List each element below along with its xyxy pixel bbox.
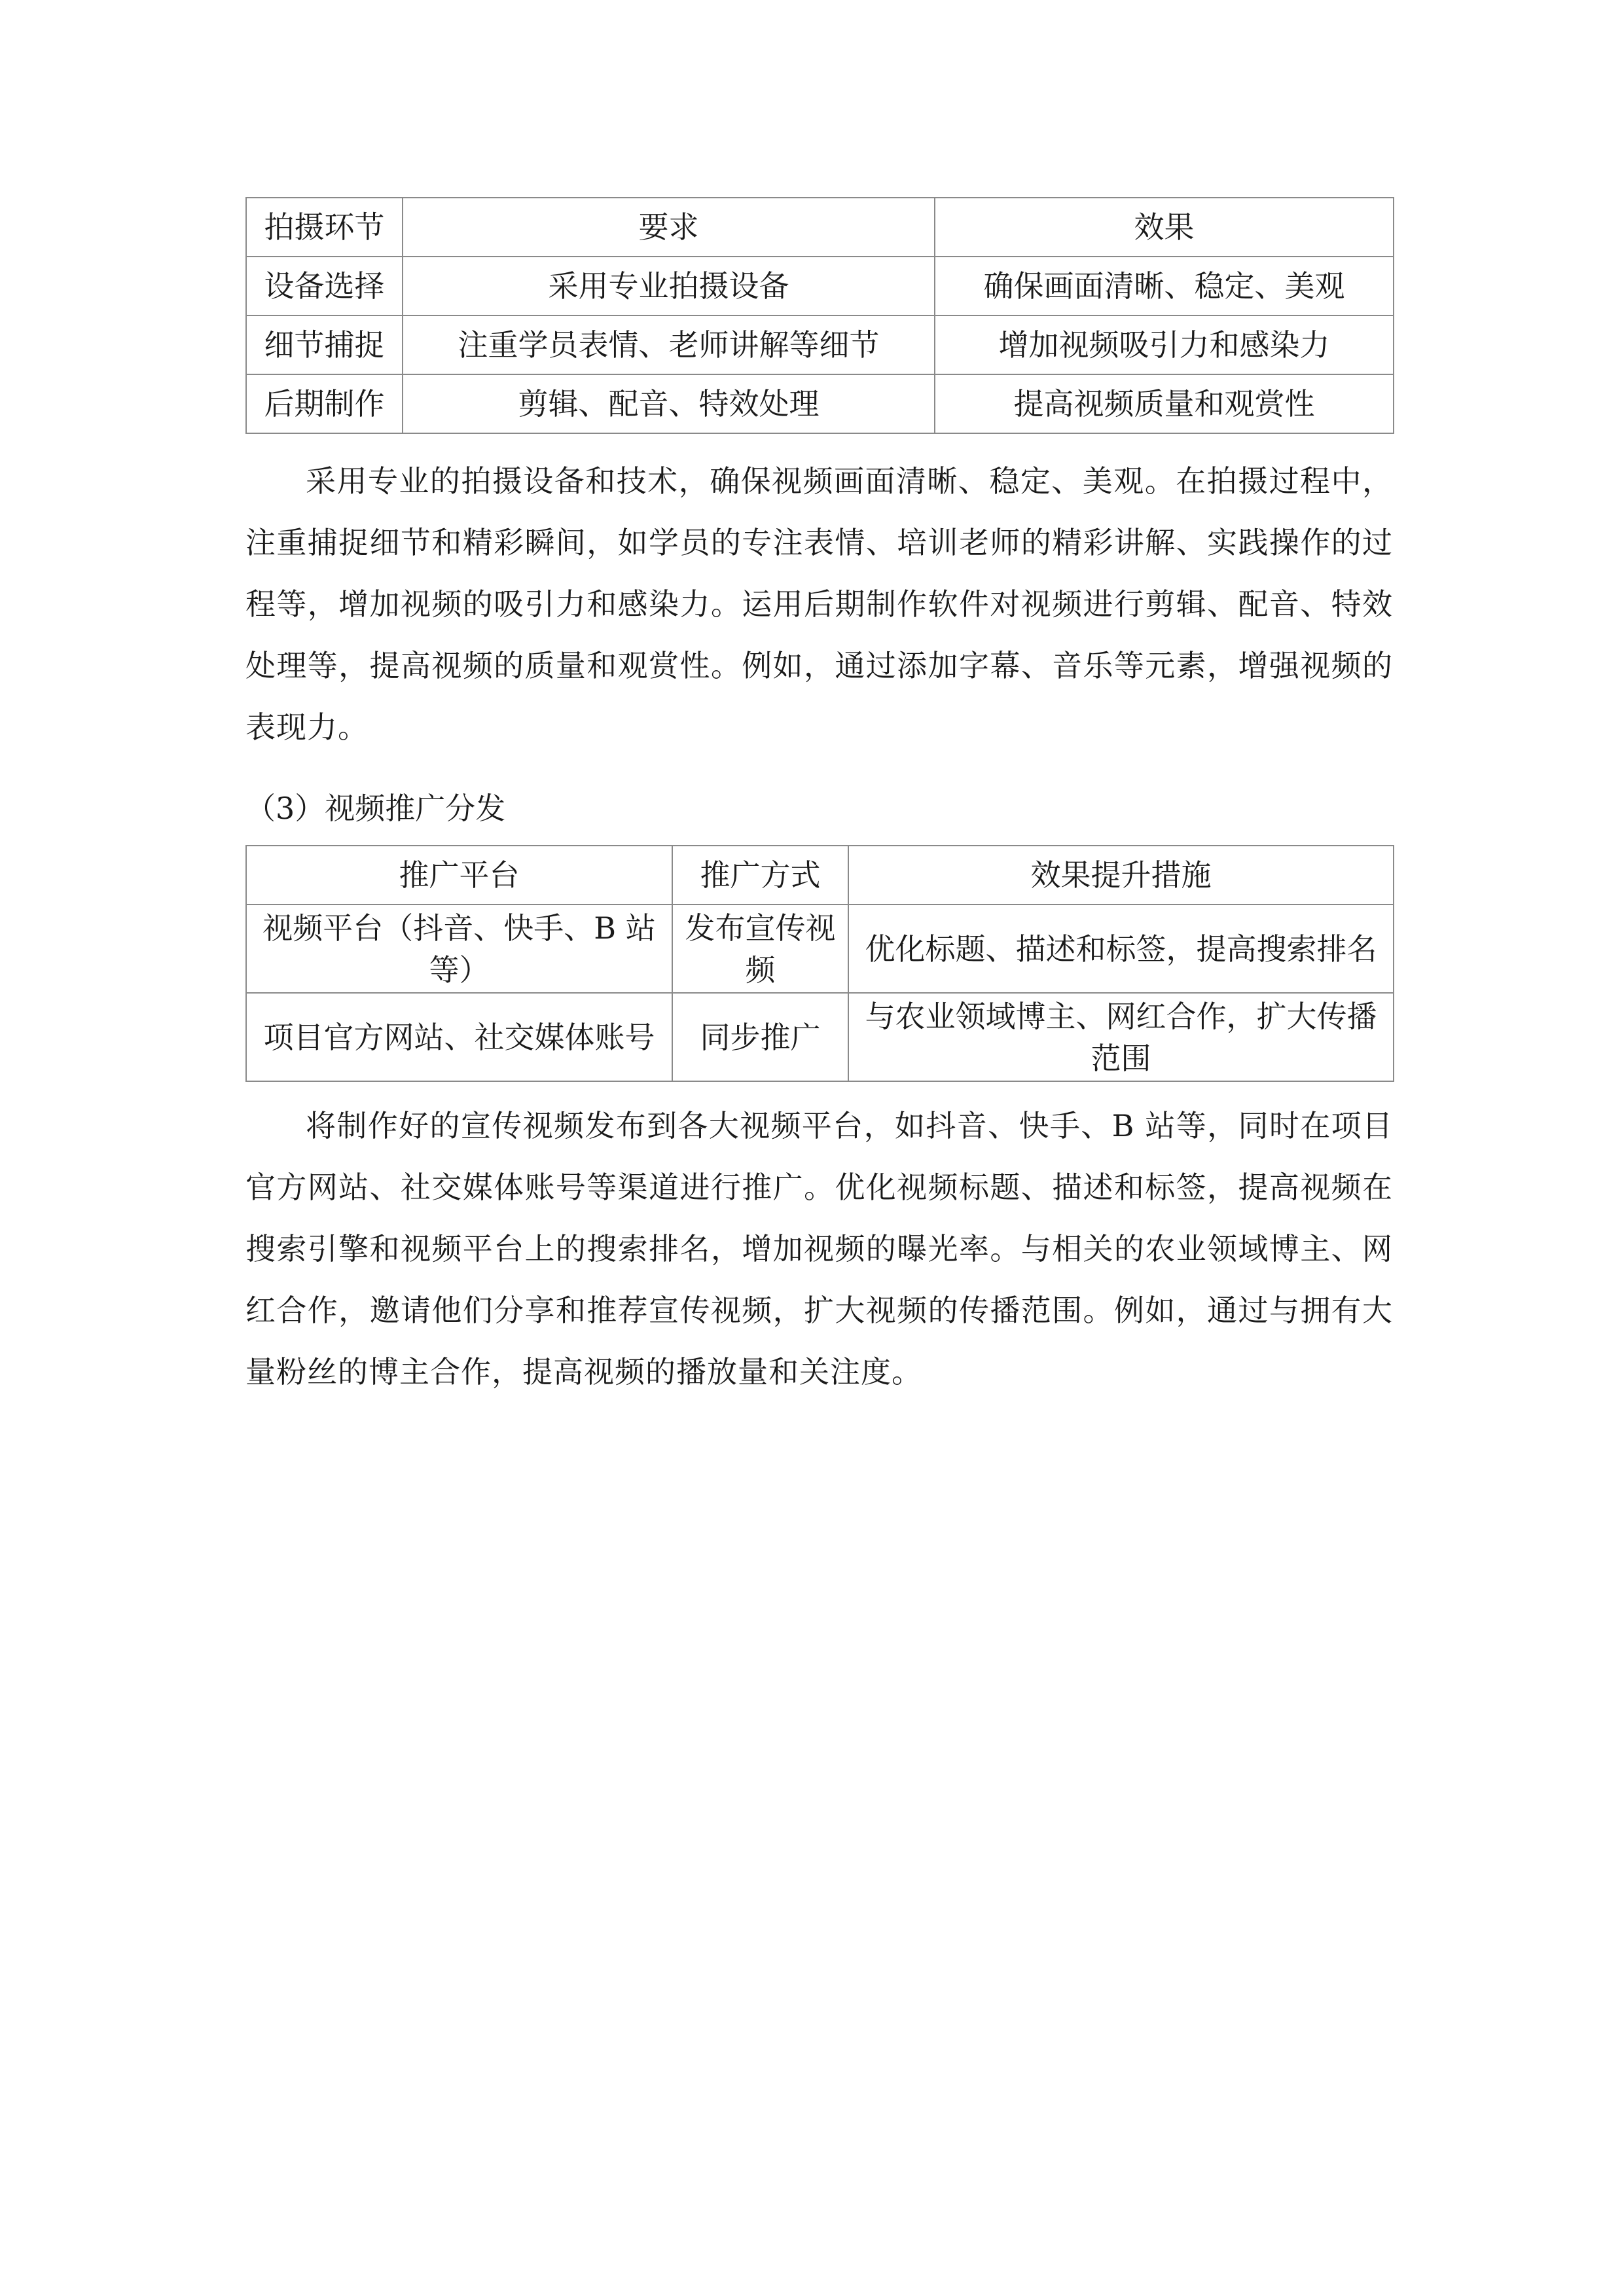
table-header-row — [246, 846, 1394, 905]
table-row — [246, 374, 1394, 433]
table-row — [246, 315, 1394, 374]
table-cell: 同步推广 — [672, 993, 848, 1081]
table-cell: 发布宣传视频 — [672, 905, 848, 993]
promotion-table — [245, 845, 1394, 1082]
table-cell: 后期制作 — [246, 374, 403, 433]
table-cell: 增加视频吸引力和感染力 — [935, 315, 1394, 374]
table-row — [246, 993, 1394, 1081]
table-cell: 设备选择 — [246, 257, 403, 315]
table-cell: 细节捕捉 — [246, 315, 403, 374]
table-header-cell: 拍摄环节 — [246, 198, 403, 257]
table-cell: 注重学员表情、老师讲解等细节 — [403, 315, 935, 374]
shooting-table — [245, 197, 1394, 434]
table-header-cell: 要求 — [403, 198, 935, 257]
table-cell: 采用专业拍摄设备 — [403, 257, 935, 315]
table-cell: 项目官方网站、社交媒体账号 — [246, 993, 672, 1081]
table-header-cell: 效果 — [935, 198, 1394, 257]
table-header-cell: 推广方式 — [672, 846, 848, 905]
table-cell: 视频平台（抖音、快手、B 站等） — [246, 905, 672, 993]
body-paragraph-1: 采用专业的拍摄设备和技术，确保视频画面清晰、稳定、美观。在拍摄过程中，注重捕捉细节和精彩瞬间，如学员的专注表情、培训老师的精彩讲解、实践操作的过程等，增加视频的吸引力和感染力。运用后期制作软件对视频进行剪辑、配音、特效处理等，提高视频的质量和观赏性。例如，通过添加字幕、音乐等元素，增强视频的表现力。 — [245, 463, 1393, 745]
table-cell: 优化标题、描述和标签，提高搜索排名 — [848, 905, 1394, 993]
table-header-cell: 效果提升措施 — [848, 846, 1394, 905]
table-cell: 剪辑、配音、特效处理 — [403, 374, 935, 433]
table-row — [246, 257, 1394, 315]
table-header-cell: 推广平台 — [246, 846, 672, 905]
table-row — [246, 905, 1394, 993]
table-header-row — [246, 198, 1394, 257]
table-cell: 提高视频质量和观赏性 — [935, 374, 1394, 433]
table-cell: 确保画面清晰、稳定、美观 — [935, 257, 1394, 315]
table-cell: 与农业领域博主、网红合作，扩大传播范围 — [848, 993, 1394, 1081]
section-heading: （3）视频推广分发 — [245, 791, 506, 826]
body-paragraph-2: 将制作好的宣传视频发布到各大视频平台，如抖音、快手、B 站等，同时在项目官方网站、社交媒体账号等渠道进行推广。优化视频标题、描述和标签，提高视频在搜索引擎和视频平台上的搜索排名，增加视频的曝光率。与相关的农业领域博主、网红合作，邀请他们分享和推荐宣传视频，扩大视频的传播范围。例如，通过与拥有大量粉丝的博主合作，提高视频的播放量和关注度。 — [245, 1108, 1393, 1390]
